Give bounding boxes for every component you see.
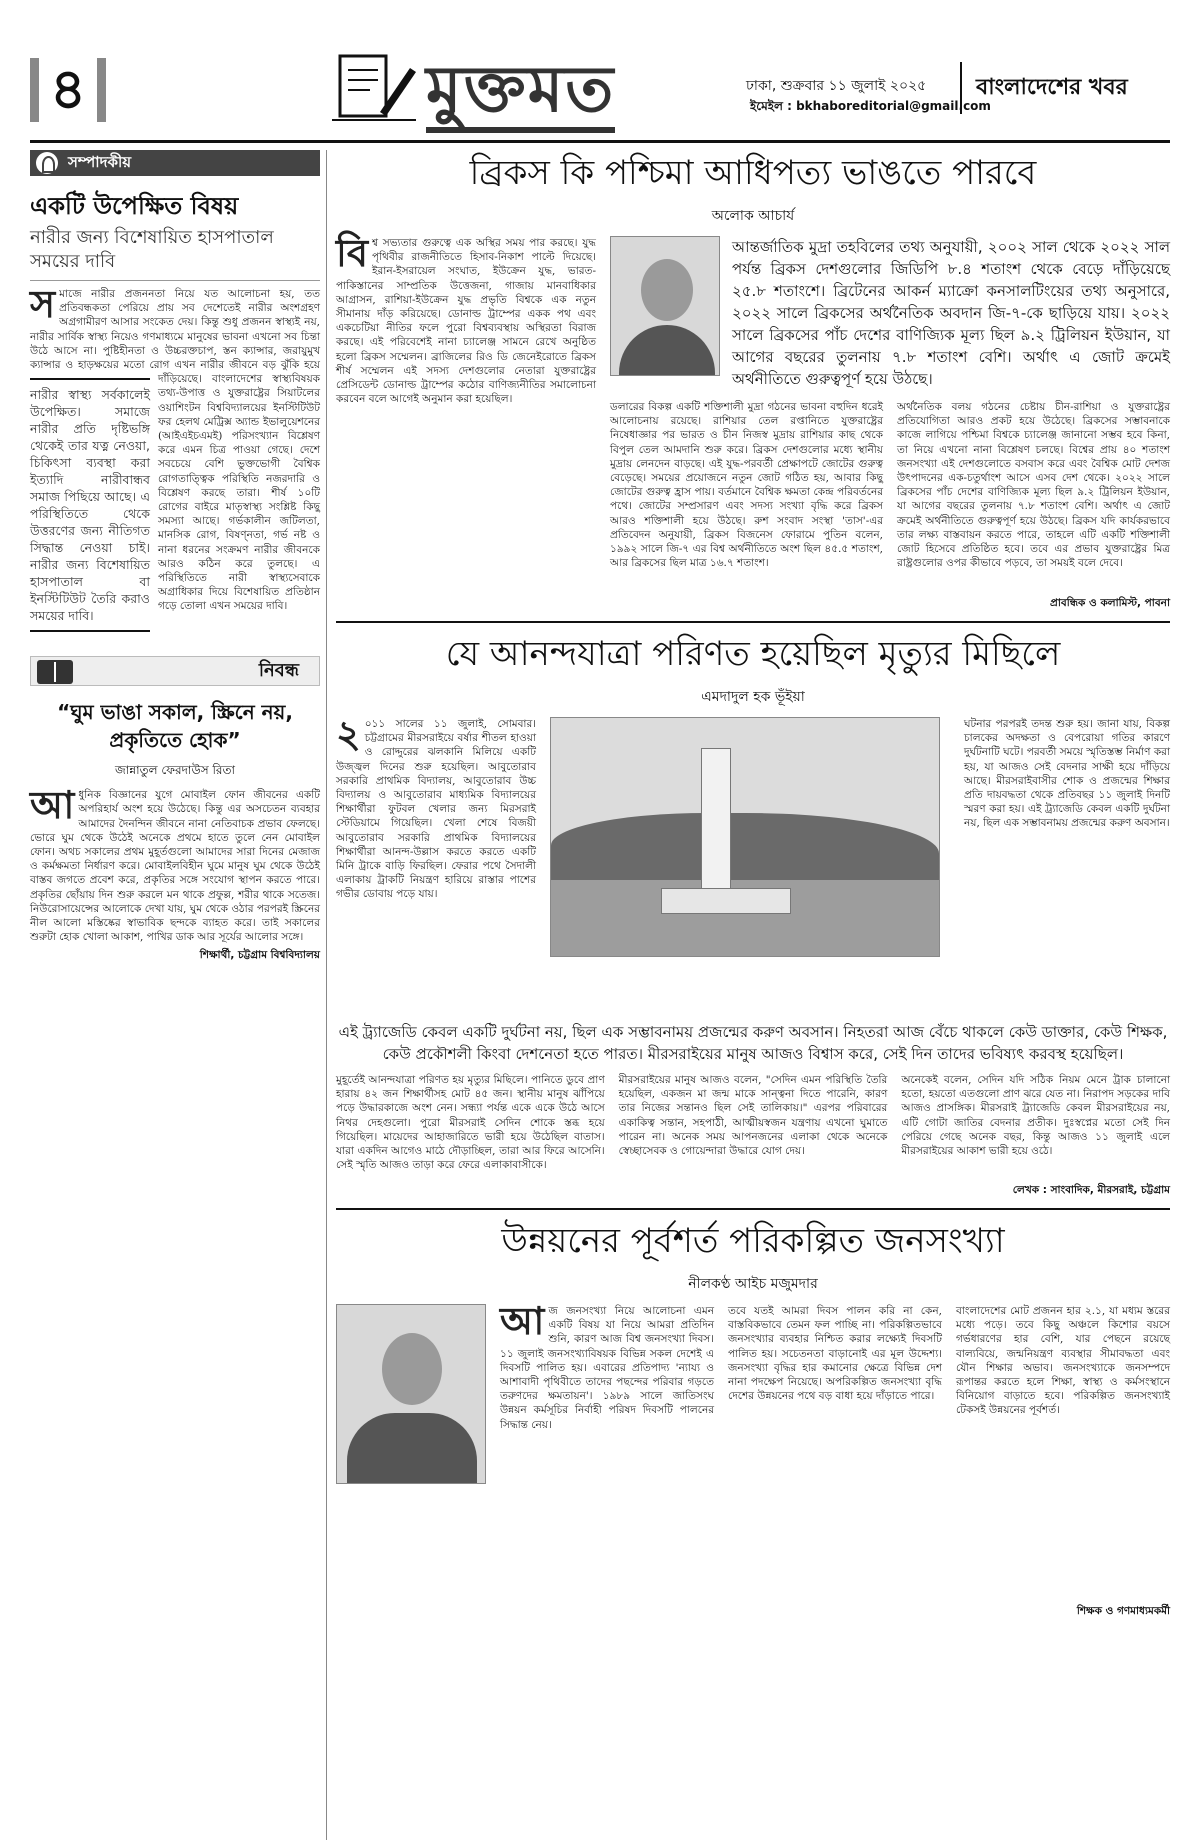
face-shape (382, 1333, 442, 1405)
nibandha-label: নিবন্ধ (30, 656, 320, 686)
book-icon (37, 660, 73, 684)
memorial-pillar (701, 748, 731, 898)
article-author: অলোক আচার্য (711, 208, 795, 224)
newspaper-brand: বাংলাদেশের খবর (976, 75, 1128, 100)
article-body-col: ঘটনার পরপরই তদন্ত শুরু হয়। জানা যায়, বিকল্প চালকের অদক্ষতা ও বেপরোয়া গতির কারণে দুর্ঘটনাটি ঘটে। পরবর্তী সময়ে স্মৃতিস্তম্ভ নির্মাণ করা হয়, যা আজও সেই বেদনার সাক্ষী হয়ে দাঁড়িয়ে আছে। মীরসরাইবাসীর শোক ও প্রজন্মের শিক্ষার প্রতি দায়বদ্ধতা থেকে প্রতিবছর ১১ জুলাই দিনটি স্মরণ করা হয়। এই ট্র্যাজেডি কেবল একটি দুর্ঘটনা নয়, ছিল এক সম্ভাবনাময় প্রজন্মের করুণ অবসান। (964, 718, 1170, 830)
article-signature: প্রাবন্ধিক ও কলামিস্ট, পাবনা (1050, 597, 1170, 609)
editorial-pullquote: নারীর স্বাস্থ্য সর্বকালেই উপেক্ষিত। সমাজে নারীর প্রতি দৃষ্টিভঙ্গি থেকেই তার যত্ন নেওয়া, চিকিৎসা ব্যবস্থা করা ইত্যাদি নারীবান্ধব সমাজ পিছিয়ে আছে। এ পরিস্থিতিতে থেকে উত্তরণের জন্য নীতিগত সিদ্ধান্ত নেওয়া চাই। নারীর জন্য বিশেষায়িত হাসপাতাল বা ইনস্টিটিউট তৈরি করাও সময়ের দাবি। (30, 378, 150, 632)
pen-paper-icon (330, 50, 420, 130)
article-brics (336, 150, 1170, 613)
editorial-email: ইমেইল : bkhaboreditorial@gmail.com (750, 99, 991, 113)
article-divider (336, 621, 1170, 623)
photo-caption: এই ট্র্যাজেডি কেবল একটি দুর্ঘটনা নয়, ছিল এক সম্ভাবনাময় প্রজন্মের করুণ অবসান। নিহতরা আজ বেঁচে থাকলে কেউ ডাক্তার, কেউ শিক্ষক, কেউ প্রকৌশলী কিংবা দেশনেতা হতে পারত। মীরসরাইয়ের মানুষ আজও বিশ্বাস করে, সেই দিন তাদের ভবিষ্যৎ করবস্থ হয়েছিল। (338, 1023, 1168, 1063)
section-title: মুক্তমত (426, 52, 615, 128)
article-signature: শিক্ষক ও গণমাধ্যমকর্মী (1076, 1605, 1170, 1617)
shoulders-shape (619, 325, 715, 376)
dateline: ঢাকা, শুক্রবার ১১ জুলাই ২০২৫ (746, 78, 927, 94)
article-body-col: ডলারের বিকল্প একটি শক্তিশালী মুদ্রা গঠনের ভাবনা বহুদিন ধরেই আলোচনায় রয়েছে। রাশিয়ার তেল রপ্তানিতে যুক্তরাষ্ট্রের নিষেধাজ্ঞার পর ভারত ও চীন নিজস্ব মুদ্রায় রাশিয়ার কাছ থেকে বিপুল তেল আমদানি শুরু করে। ব্রিকস দেশগুলোর মধ্যে স্থানীয় মুদ্রায় লেনদেন বাড়ছে। এই যুদ্ধ-পরবর্তী প্রেক্ষাপটে জোটের গুরুত্ব বেড়েছে। সময়ের প্রয়োজনে নতুন জোট গঠিত হয়, আবার কিছু জোটের গুরুত্ব হ্রাস পায়। বর্তমানে বৈশ্বিক ক্ষমতা কেন্দ্র পরিবর্তনের পথে। জোটের সম্প্রসারণ এবং সদস্য সংখ্যা বৃদ্ধি করে ব্রিকস আরও শক্তিশালী হয়ে উঠছে। রুশ সংবাদ সংস্থা 'তাস'-এর প্রতিবেদন অনুযায়ী, ব্রিকস বিজনেস ফোরামে পুতিন বলেন, ১৯৯২ সালে জি-৭ এর বিশ্ব অর্থনীতিতে অংশ ছিল ৪৫.৫ শতাংশ, আর ব্রিকসের ছিল মাত্র ১৬.৭ শতাংশ। (610, 401, 883, 570)
article-body-col: বাংলাদেশের মোট প্রজনন হার ২.১, যা মধ্যম স্তরের মধ্যে পড়ে। তবে কিছু অঞ্চলে কিশোর বয়সে গর্ভধারণের হার বেশি, যার পেছনে রয়েছে বাল্যবিয়ে, জন্মনিয়ন্ত্রণ ব্যবস্থার সীমাবদ্ধতা এবং যৌন শিক্ষার অভাব। জনসংখ্যাকে জনসম্পদে রূপান্তর করতে হলে শিক্ষা, স্বাস্থ্য ও কর্মসংস্থানে বিনিয়োগ বাড়াতে হবে। পরিকল্পিত জনসংখ্যাই টেকসই উন্নয়নের পূর্বশর্ত। (956, 1305, 1170, 1417)
author-photo (610, 236, 720, 376)
drop-cap: বি (336, 230, 369, 275)
editorial-title: একটি উপেক্ষিত বিষয় (30, 192, 239, 220)
article-body-col: অর্থনৈতিক বলয় গঠনের চেষ্টায় চীন-রাশিয়া ও যুক্তরাষ্ট্রের প্রতিযোগিতা আরও প্রকট হয়ে উঠেছে। ব্রিকসের সম্ভাবনাকে কাজে লাগিয়ে পশ্চিমা বিশ্বকে চ্যালেঞ্জ জানানো সম্ভব হবে কিনা, তা নিয়ে এখনো নানা বিশ্লেষণ চলছে। বিশ্বের প্রায় ৪০ শতাংশ জনসংখ্যা এই দেশগুলোতে বসবাস করে এবং বৈশ্বিক মোট দেশজ উৎপাদনের এক-চতুর্থাংশ আসে এসব দেশ থেকে। ২০২২ সালে ব্রিকসের পাঁচ দেশের বাণিজ্যিক মূল্য ছিল ৯.২ ট্রিলিয়ন ইউয়ান, যা আগের বছরের তুলনায় ৭.৮ শতাংশ বেশি। অর্থাৎ এ জোট ক্রমেই অর্থনীতিতে গুরুত্বপূর্ণ হয়ে উঠছে। ব্রিকস যদি কার্যকরভাবে তার লক্ষ্য বাস্তবায়ন করতে পারে, তাহলে এটি একটি শক্তিশালী জোট হিসেবে প্রতিষ্ঠিত হবে। তবে এর প্রভাব যুক্তরাষ্ট্রের মিত্র রাষ্ট্রগুলোর ওপর কীভাবে পড়বে, তা সময়ই বলে দেবে। (897, 401, 1170, 570)
article-body-col: আ জ জনসংখ্যা নিয়ে আলোচনা এমন একটি বিষয় যা নিয়ে আমরা প্রতিদিন শুনি, কারণ আজ বিশ্ব জনসংখ্যা দিবস। ১১ জুলাই জনসংখ্যাবিষয়ক বিভিন্ন সকল দেশেই এ দিবসটি পালিত হয়। এবারের প্রতিপাদ্য 'ন্যায্য ও আশাবাদী পৃথিবীতে তাদের পছন্দের পরিবার গড়তে তরুণদের ক্ষমতায়ন'। ১৯৮৯ সালে জাতিসংঘ উন্নয়ন কর্মসূচির নির্বাহী পরিষদ দিবসটি পালনের সিদ্ধান্ত নেয়। (500, 1298, 714, 1431)
memorial-photo (550, 717, 940, 957)
article-divider (336, 1208, 1170, 1210)
article-mirsarai (336, 631, 1170, 1200)
article-body-col: মীরসরাইয়ের মানুষ আজও বলেন, "সেদিন এমন পরিস্থিতি তৈরি হয়েছিল, একজন মা জন্ম মাকে সান্ত্বনা দিতে পারেনি, কারণ তার নিজের সন্তানও ছিল সেই তালিকায়।" এরপর পরিবারের একাকিত্ব সন্তান, সহপাঠী, আত্মীয়স্বজন যন্ত্রণায় এখনো ঘুমাতে পারেন না। অনেক সময় আপনজনের এলাকা থেকে অনেকে স্বেচ্ছাসেবক ও গোয়েন্দারা উদ্ধারে যোগ দেয়। (618, 1074, 888, 1158)
article-headline: উন্নয়নের পূর্বশর্ত পরিকল্পিত জনসংখ্যা (501, 1221, 1005, 1261)
main-column (336, 150, 1170, 1840)
editorial-subtitle: নারীর জন্য বিশেষায়িত হাসপাতাল সময়ের দাবি (30, 227, 274, 272)
masthead-rule (30, 140, 1170, 143)
article-author: এমদাদুল হক ভূঁইয়া (701, 689, 805, 705)
nibandha-signature: শিক্ষার্থী, চট্টগ্রাম বিশ্ববিদ্যালয় (199, 949, 320, 962)
article-body-col: মুহূর্তেই আনন্দযাত্রা পরিণত হয় মৃত্যুর মিছিলে। পানিতে ডুবে প্রাণ হারায় ৪২ জন শিক্ষার্থীসহ মোট ৪৫ জন। স্থানীয় মানুষ ঝাঁপিয়ে পড়ে উদ্ধারকাজে অংশ নেন। সন্ধ্যা পর্যন্ত একে একে উঠে আসে নিথর দেহগুলো। পুরো মীরসরাই সেদিন শোকে স্তব্ধ হয়ে গিয়েছিল। মায়েদের আহাজারিতে ভারী হয়ে উঠেছিল বাতাস। যারা একদিন আগেও মাঠে দৌড়াচ্ছিল, তারা আর ফিরে আসেনি। সেই স্মৃতি আজও তাড়া করে ফেরে এলাকাবাসীকে। (336, 1074, 605, 1172)
drop-cap: আ (30, 782, 75, 828)
drop-cap: স (30, 281, 56, 326)
drop-cap: আ (500, 1298, 545, 1343)
article-body-col: অনেকেই বলেন, সেদিন যদি সঠিক নিয়ম মেনে ট্রাক চালানো হতো, হয়তো এতগুলো প্রাণ ঝরে যেত না। নিরাপদ সড়কের দাবি আজও প্রাসঙ্গিক। মীরসরাই ট্র্যাজেডি কেবল মীরসরাইয়ের নয়, এটি গোটা জাতির বেদনার প্রতীক। দুঃস্বপ্নের মতো সেই দিন পেরিয়ে গেছে অনেক বছর, কিন্তু আজও ১১ জুলাই এলে মীরসরাইয়ের আকাশ ভারী হয়ে ওঠে। (901, 1074, 1171, 1158)
nibandha-author: জান্নাতুল ফেরদাউস রিতা (115, 763, 235, 778)
article-headline: যে আনন্দযাত্রা পরিণত হয়েছিল মৃত্যুর মিছিলে (445, 634, 1061, 674)
article-author: নীলকণ্ঠ আইচ মজুমদার (688, 1276, 818, 1292)
article-body-col: বি শ্ব সভ্যতার গুরুত্বে এক অস্থির সময় পার করছে। যুদ্ধ পৃথিবীর রাজনীতিতে হিসাব-নিকাশ পাল্টে দিয়েছে। ইরান-ইসরায়েল সংঘাত, ইউক্রেন যুদ্ধ, ভারত-পাকিস্তানের সাম্প্রতিক উত্তেজনা, গাজায় মানবাধিকার আগ্রাসন, রাশিয়া-ইউক্রেন যুদ্ধ প্রভৃতি বিশ্বকে এক নতুন সীমানায় দাঁড় করিয়েছে। ডোনাল্ড ট্রাম্পের একক পথ এবং একচেটিয়া নীতির ফলে পুরো বিশ্বব্যবস্থায় অস্থিরতা বিরাজ করছে। এই পরিবেশেই নানা চ্যালেঞ্জ সামনে রেখে অনুষ্ঠিত হলো ব্রিকস সম্মেলন। ব্রাজিলের রিও ডি জেনেইরোতে ব্রিকস শীর্ষ সম্মেলন এই সদস্য দেশগুলোর নেতারা যুক্তরাষ্ট্রের প্রেসিডেন্ট ডোনাল্ড ট্রাম্পের কঠোর বাণিজ্যনীতির সমালোচনা করবেন বলে আগেই অনুমান করা হয়েছিল। (336, 230, 596, 406)
article-signature: লেখক : সাংবাদিক, মীরসরাই, চট্টগ্রাম (1012, 1184, 1170, 1196)
brand-box (960, 62, 1170, 114)
drop-cap: ২ (336, 711, 361, 756)
quill-icon (36, 152, 58, 174)
author-photo (336, 1304, 486, 1484)
masthead (30, 40, 1170, 140)
column-divider (326, 150, 327, 1840)
article-headline: ব্রিকস কি পশ্চিমা আধিপত্য ভাঙতে পারবে (469, 153, 1037, 193)
divider (30, 280, 320, 281)
page-number: ৪ (30, 58, 106, 122)
article-population (336, 1218, 1170, 1621)
article-body-col: তবে যতই আমরা দিবস পালন করি না কেন, বাস্তবিকভাবে তেমন ফল পাচ্ছি না। পরিকল্পিতভাবে জনসংখ্যার ব্যবহার নিশ্চিত করার লক্ষ্যেই দিবসটি পালিত হয়। সচেতনতা বাড়ানোই এর মূল উদ্দেশ্য। জনসংখ্যা বৃদ্ধির হার কমানোর ক্ষেত্রে বিভিন্ন দেশ নানা পদক্ষেপ নিয়েছে। অপরিকল্পিত জনসংখ্যা বৃদ্ধি দেশের উন্নয়নের পথে বড় বাধা হয়ে দাঁড়াতে পারে। (728, 1305, 942, 1403)
memorial-base (661, 888, 791, 914)
shoulders-shape (347, 1413, 477, 1484)
face-shape (641, 259, 693, 321)
nibandha-title: “ঘুম ভাঙা সকাল, স্ক্রিনে নয়, প্রকৃতিতে হোক” (57, 700, 293, 753)
nibandha-body: আ ধুনিক বিজ্ঞানের যুগে মোবাইল ফোন জীবনের একটি অপরিহার্য অংশ হয়ে উঠেছে। কিন্তু এর অসচেতন ব্যবহার আমাদের দৈনন্দিন জীবনে নানা নেতিবাচক প্রভাব ফেলছে। ভোরে ঘুম থেকে উঠেই অনেকে প্রথমে হাতে তুলে নেন মোবাইল ফোন। অথচ সকালের প্রথম মুহূর্তগুলো আমাদের সারা দিনের মেজাজ ও কর্মক্ষমতা নির্ধারণ করে। মোবাইলবিহীন ঘুমে মানুষ ঘুম থেকে উঠেই বাস্তব জগতে প্রবেশ করে, প্রকৃতির সঙ্গে সংযোগ স্থাপন করতে পারে। প্রকৃতির ছোঁয়ায় দিন শুরু করলে মন থাকে প্রফুল্ল, শরীর থাকে সতেজ। নিউরোসায়েন্সের আলোকে দেখা যায়, ঘুম থেকে ওঠার পরপরই স্ক্রিনের নীল আলো মস্তিষ্কের স্বাভাবিক ছন্দকে ব্যাহত করে। তাই সকালের শুরুটা হোক খোলা আকাশ, পাখির ডাক আর সূর্যের আলোর সঙ্গে। (30, 782, 320, 944)
article-intro: আন্তর্জাতিক মুদ্রা তহবিলের তথ্য অনুযায়ী, ২০০২ সাল থেকে ২০২২ সাল পর্যন্ত ব্রিকস দেশগুলোর জিডিপি ৮.৪ শতাংশ থেকে বেড়ে দাঁড়িয়েছে ২৫.৮ শতাংশে। ব্রিটেনের আকর্ন ম্যাক্রো কনসালটিংয়ের তথ্য অনুসারে, ২০২২ সালে ব্রিকসের অর্থনৈতিক অবদান জি-৭-কে ছাড়িয়ে যায়। ২০২২ সালে ব্রিকসের পাঁচ দেশের বাণিজ্যিক মূল্য ছিল ৯.২ ট্রিলিয়ন ইউয়ান, যা আগের বছরের তুলনায় ৭.৮ শতাংশ বেশি। অর্থাৎ এ জোট ক্রমেই অর্থনীতিতে গুরুত্বপূর্ণ হয়ে উঠছে। (732, 238, 1170, 388)
editorial-body: স মাজে নারীর প্রজননতা নিয়ে যত আলোচনা হয়, তত প্রতিবন্ধকতা পেরিয়ে প্রায় সব দেশেতেই নারীর অংশগ্রহণ অগ্রগামীরণ আসার সংকেত দেয়। কিন্তু শুধু প্রজনন স্বাস্থ্যই নয়, নারীর সার্বিক স্বাস্থ্য নিয়েও গণমাধ্যমে মানুষের ভাবনা এখনো সব চিন্তা উঠে আসে না। পুষ্টিহীনতা ও উচ্চরক্তচাপ, স্তন ক্যান্সার, জরায়ুমুখ ক্যান্সার ও হাড়ক্ষয়ের মতো রোগ এখন নারীর জীবনে বড় ঝুঁকি হয়ে দাঁড়িয়েছে। নারীর স্বাস্থ্য সর্বকালেই উপেক্ষিত। সমাজে নারীর প্রতি দৃষ্টিভঙ্গি থেকেই তার যত্ন নেওয়া, চিকিৎসা ব্যবস্থা করা ইত্যাদি নারীবান্ধব সমাজ পিছিয়ে আছে। এ পরিস্থিতিতে থেকে উত্তরণের জন্য নীতিগত সিদ্ধান্ত নেওয়া চাই। নারীর জন্য বিশেষায়িত হাসপাতাল বা ইনস্টিটিউট তৈরি করাও সময়ের দাবি। বাংলাদেশের স্বাস্থ্যবিষয়ক তথ্য-উপাত্ত ও যুক্তরাষ্ট্রের সিয়াটলের ওয়াশিংটন বিশ্ববিদ্যালয়ের ইনস্টিটিউট ফর হেলথ মেট্রিক্স অ্যান্ড ইভালুয়েশনের (আইএইচএমই) পরিসংখ্যান বিশ্লেষণ করে এমন চিত্র পাওয়া গেছে। দেশে সবচেয়ে বেশি ভুক্তভোগী বৈশ্বিক রোগতাত্ত্বিক পরিস্থিতি নজরদারি ও বিশ্লেষণ করছে তারা। শীর্ষ ১০টি রোগের বাইরে মাতৃস্বাস্থ্য সংশ্লিষ্ট কিছু সমস্যা আছে। গর্ভকালীন জটিলতা, মানসিক রোগ, বিষণ্নতা, গর্ভ নষ্ট ও নানা ধরনের সংক্রমণ নারীর জীবনকে আরও কঠিন করে তুলছে। এ পরিস্থিতিতে নারী স্বাস্থ্যসেবাকে অগ্রাধিকার দিয়ে বিশেষায়িত প্রতিষ্ঠান গড়ে তোলা এখন সময়ের দাবি। (30, 287, 320, 614)
article-body-col: ২ ০১১ সালের ১১ জুলাই, সোমবার। চট্টগ্রামের মীরসরাইয়ে বর্ষার শীতল হাওয়া ও রোদ্দুরের ঝলকানি মিলিয়ে একটি উজ্জ্বল দিনের শুরু হয়েছিল। আবুতোরাব সরকারি প্রাথমিক বিদ্যালয়, আবুতোরাব উচ্চ বিদ্যালয় ও আবুতোরাব মাধ্যমিক বিদ্যালয়ের শিক্ষার্থীরা ফুটবল খেলার জন্য মিরসরাই স্টেডিয়ামে গিয়েছিল। খেলা শেষে বিজয়ী আবুতোরাব সরকারি প্রাথমিক বিদ্যালয়ের শিক্ষার্থীরা আনন্দ-উল্লাস করতে করতে একটি মিনি ট্রাকে বাড়ি ফিরছিল। ফেরার পথে সৈদালী এলাকায় ট্রাকটি নিয়ন্ত্রণ হারিয়ে রাস্তার পাশের গভীর ডোবায় পড়ে যায়। (336, 711, 536, 901)
left-column (30, 150, 320, 1840)
nibandha-section (30, 656, 320, 965)
editorial-label: সম্পাদকীয় (30, 150, 320, 176)
